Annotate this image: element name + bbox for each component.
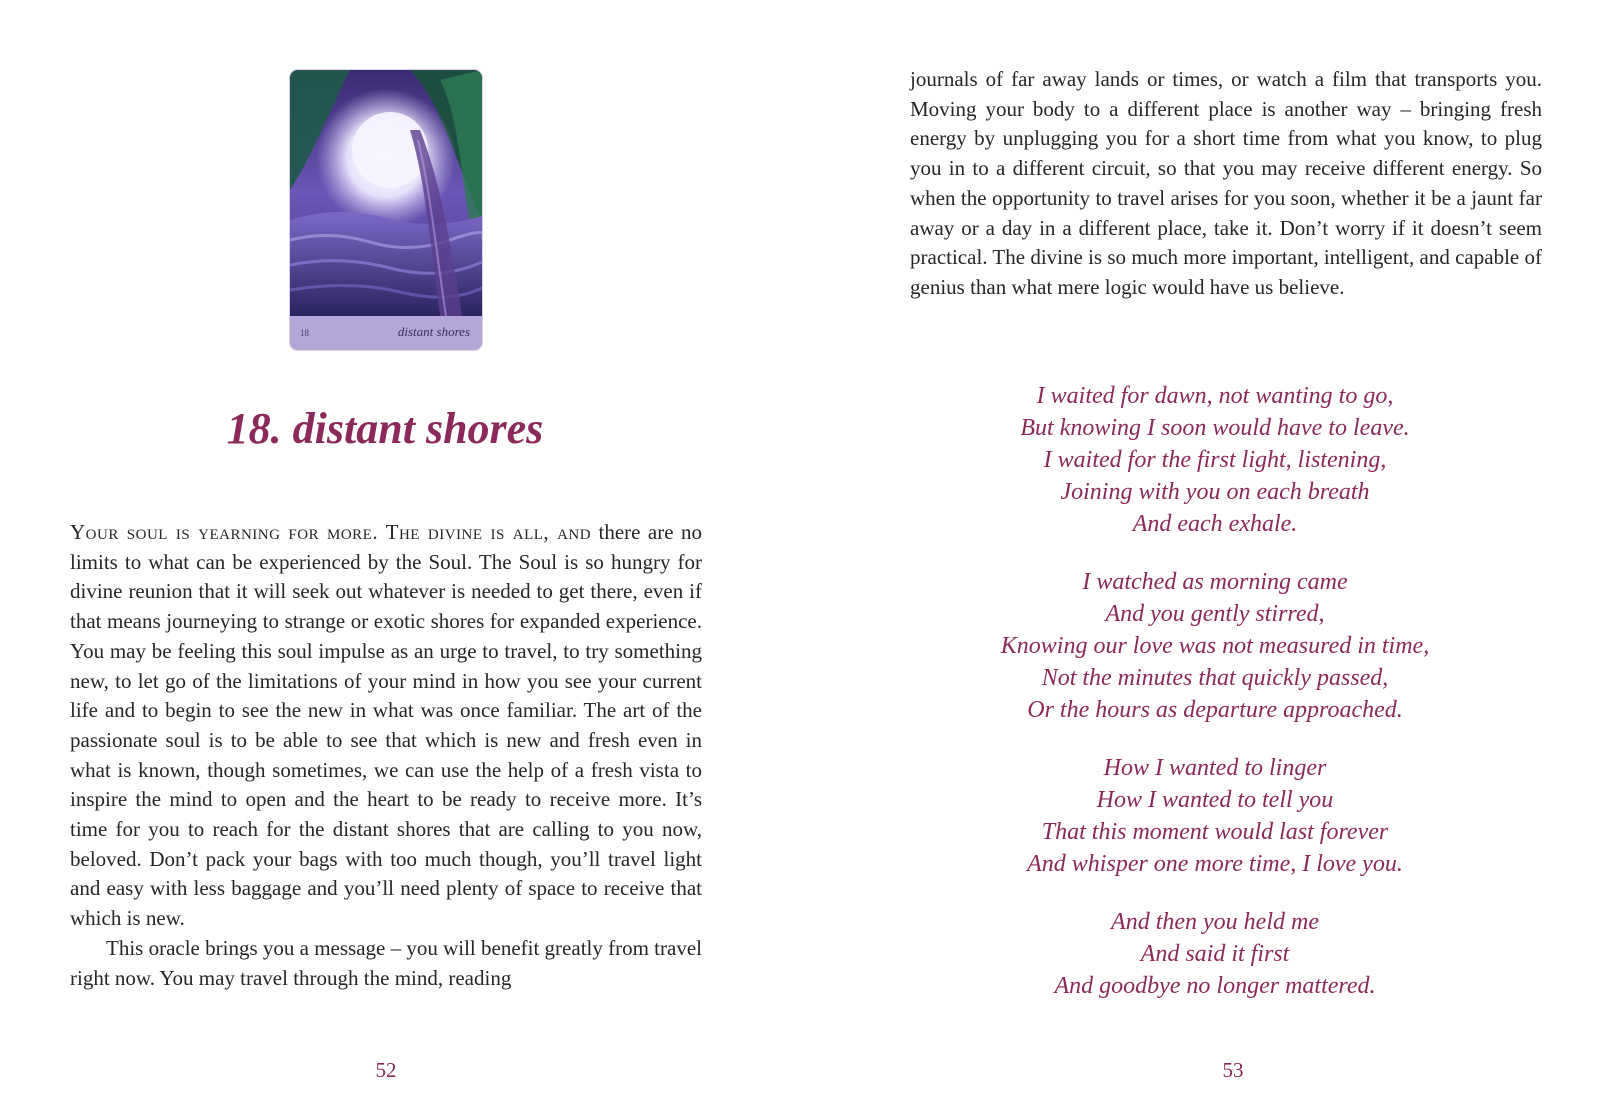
poem-line: Not the minutes that quickly passed,: [1041, 665, 1389, 691]
lead-in-small-caps: Your soul is yearning for more. The divine is all, and: [70, 520, 592, 544]
poem-line: But knowing I soon would have to leave.: [1020, 415, 1410, 441]
poem-line: And goodbye no longer mattered.: [1054, 973, 1376, 999]
poem-line: And whisper one more time, I love you.: [1027, 851, 1403, 877]
poem-stanza: [900, 566, 1530, 726]
poem-line: I waited for the first light, listening,: [1043, 447, 1387, 473]
body-text: [70, 518, 702, 993]
poem-stanza: [900, 906, 1530, 1002]
poem-line: I waited for dawn, not wanting to go,: [1036, 383, 1394, 409]
poem-line: Knowing our love was not measured in time,: [1000, 633, 1430, 659]
poem-line: And you gently stirred,: [1105, 601, 1325, 627]
card-number: 18: [300, 328, 309, 338]
paragraph-2: This oracle brings you a message – you will benefit greatly from travel right now. You may travel through the mind, reading: [70, 935, 702, 990]
poem-line: How I wanted to linger: [1103, 755, 1327, 781]
poem-line: And each exhale.: [1132, 511, 1298, 537]
poem-stanza: [900, 752, 1530, 880]
oracle-card: [290, 70, 482, 350]
paragraph-1-text: there are no limits to what can be experienced by the Soul. The Soul is so hungry for divine reunion that it will seek out whatever is needed to get there, even if that means journeying to strange or exotic shores for expanded experience. You may be feeling this soul impulse as an urge to travel, to try something new, to let go of the limitations of your mind in how you see your current life and to begin to see the new in what was once familiar. The art of the passionate soul is to be able to see that which is new and fresh even in what is known, though sometimes, we can use the help of a fresh vista to inspire the mind to open and the heart to be ready to receive more. It’s time for you to reach for the distant shores that are calling to you now, beloved. Don’t pack your bags with too much though, you’ll travel light and easy with less baggage and you’ll need plenty of space to receive that which is new.: [70, 520, 702, 931]
continued-paragraph: journals of far away lands or times, or watch a film that transports you. Moving your body to a different place is another way – bringing fresh energy by unplugging you for a short time from what you know, to plug you in to a different circuit, so that you may receive different energy. So when the opportunity to travel arises for you soon, whether it be a jaunt far away or a day in a different place, take it. Don’t worry if it doesn’t seem practical. The divine is so much more important, intelligent, and capable of genius than what mere logic would have us believe.: [910, 67, 1542, 299]
oracle-card-image: [290, 70, 482, 316]
poem-stanza: [900, 380, 1530, 540]
page-number-right: 53: [1222, 1058, 1244, 1082]
poem-line: That this moment would last forever: [1041, 819, 1389, 845]
chapter-title: 18. distant shores: [226, 404, 544, 453]
poem-line: And then you held me: [1111, 909, 1319, 935]
right-page: [800, 0, 1600, 1106]
poem-line: Joining with you on each breath: [1060, 479, 1370, 505]
poem-line: And said it first: [1140, 941, 1290, 967]
poem-line: I watched as morning came: [1082, 569, 1348, 595]
paragraph-1: [70, 518, 702, 934]
poem: [900, 380, 1530, 1028]
page-number-left: 52: [375, 1058, 397, 1082]
card-name: distant shores: [397, 324, 470, 339]
poem-line: Or the hours as departure approached.: [1027, 697, 1403, 723]
card-footer: [290, 316, 482, 350]
poem-line: How I wanted to tell you: [1096, 787, 1334, 813]
